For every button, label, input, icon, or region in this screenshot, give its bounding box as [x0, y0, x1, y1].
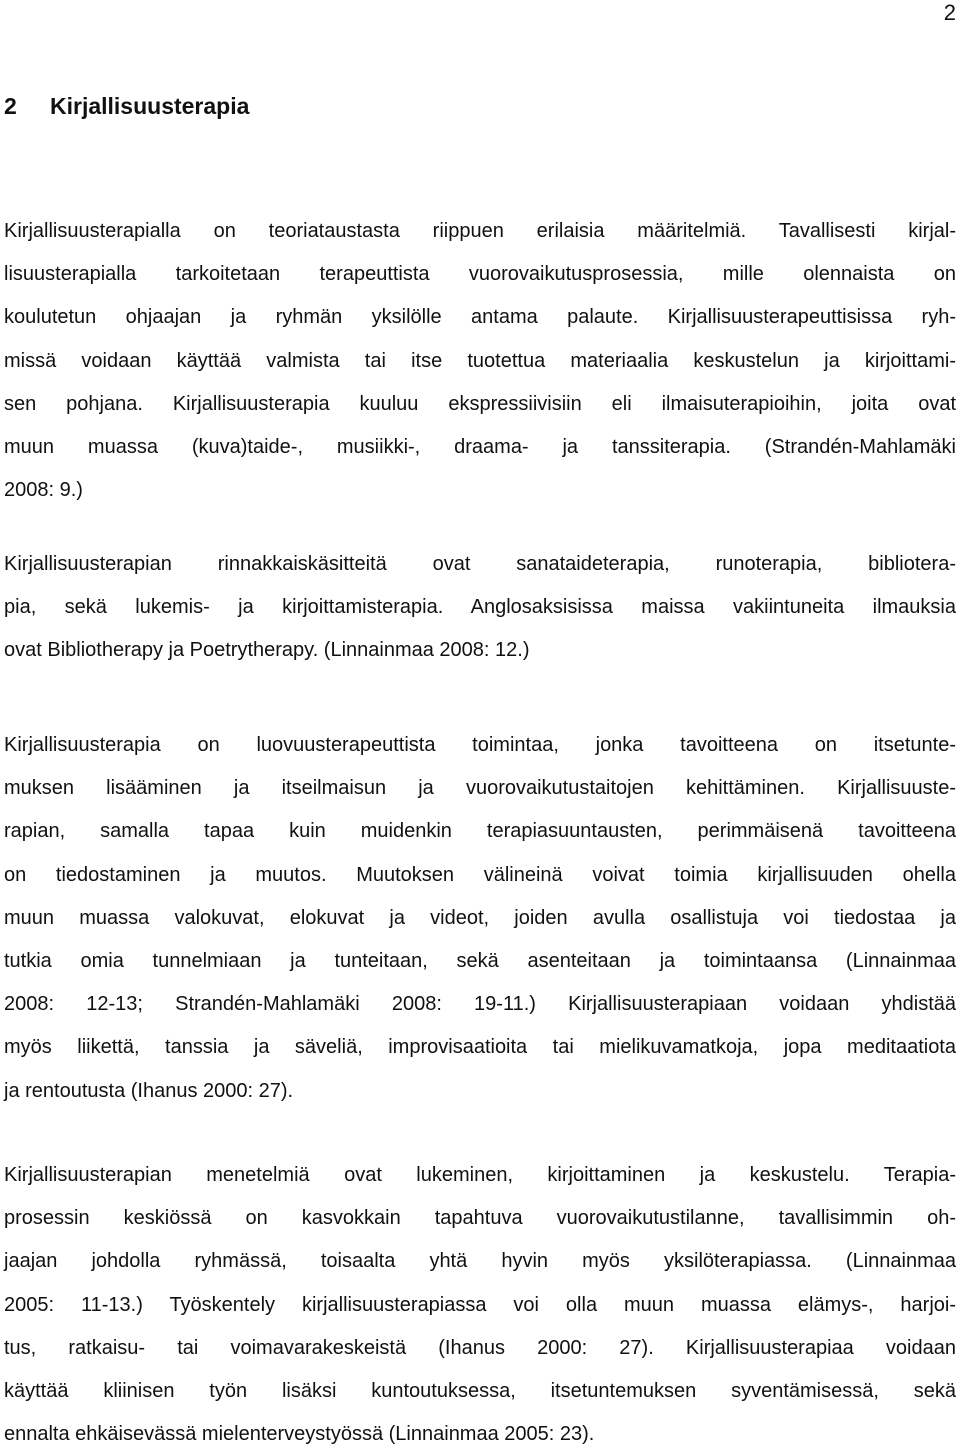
text-line: Kirjallisuusterapia on luovuusterapeuttista toimintaa, jonka tavoitteena on itsetunte- — [4, 734, 956, 756]
text-line: muun muassa (kuva)taide-, musiikki-, draama- ja tanssiterapia. (Strandén-Mahlamäki — [4, 436, 956, 458]
text-line: muun muassa valokuvat, elokuvat ja videot, joiden avulla osallistuja voi tiedostaa ja — [4, 907, 956, 929]
text-line: koulutetun ohjaajan ja ryhmän yksilölle antama palaute. Kirjallisuusterapeuttisissa ryh- — [4, 306, 956, 328]
text-line: rapian, samalla tapaa kuin muidenkin terapiasuuntausten, perimmäisenä tavoitteena — [4, 820, 956, 842]
text-line: pia, sekä lukemis- ja kirjoittamisterapia. Anglosaksisissa maissa vakiintuneita ilmauksia — [4, 596, 956, 618]
text-line: myös liikettä, tanssia ja säveliä, improvisaatioita tai mielikuvamatkoja, jopa meditaatiota — [4, 1036, 956, 1058]
section-heading — [4, 92, 249, 120]
text-line: Kirjallisuusterapian rinnakkaiskäsitteitä ovat sanataideterapia, runoterapia, bibliotera- — [4, 553, 956, 575]
text-line: muksen lisääminen ja itseilmaisun ja vuorovaikutustaitojen kehittäminen. Kirjallisuuste- — [4, 777, 956, 799]
text-line: ennalta ehkäisevässä mielenterveystyössä (Linnainmaa 2005: 23). — [4, 1423, 595, 1445]
section-title: Kirjallisuusterapia — [50, 93, 250, 119]
text-line: sen pohjana. Kirjallisuusterapia kuuluu ekspressiivisiin eli ilmaisuterapioihin, joita ovat — [4, 393, 956, 415]
text-line: missä voidaan käyttää valmista tai itse tuotettua materiaalia keskustelun ja kirjoittami- — [4, 350, 956, 372]
text-line: 2005: 11-13.) Työskentely kirjallisuusterapiassa voi olla muun muassa elämys-, harjoi- — [4, 1294, 956, 1316]
text-line: lisuusterapialla tarkoitetaan terapeuttista vuorovaikutusprosessia, mille olennaista on — [4, 263, 956, 285]
text-line: tus, ratkaisu- tai voimavarakeskeistä (Ihanus 2000: 27). Kirjallisuusterapiaa voidaan — [4, 1337, 956, 1359]
section-number: 2 — [4, 93, 17, 119]
text-line: ja rentoutusta (Ihanus 2000: 27). — [4, 1080, 294, 1102]
text-line: 2008: 9.) — [4, 479, 83, 501]
text-line: Kirjallisuusterapian menetelmiä ovat lukeminen, kirjoittaminen ja keskustelu. Terapia- — [4, 1164, 956, 1186]
text-line: 2008: 12-13; Strandén-Mahlamäki 2008: 19-11.) Kirjallisuusterapiaan voidaan yhdistää — [4, 993, 956, 1015]
text-line: ovat Bibliotherapy ja Poetrytherapy. (Linnainmaa 2008: 12.) — [4, 639, 530, 661]
text-line: jaajan johdolla ryhmässä, toisaalta yhtä hyvin myös yksilöterapiassa. (Linnainmaa — [4, 1250, 956, 1272]
text-line: käyttää kliinisen työn lisäksi kuntoutuksessa, itsetuntemuksen syventämisessä, sekä — [4, 1380, 956, 1402]
text-line: prosessin keskiössä on kasvokkain tapahtuva vuorovaikutustilanne, tavallisimmin oh- — [4, 1207, 956, 1229]
page-number: 2 — [943, 0, 956, 25]
text-line: on tiedostaminen ja muutos. Muutoksen välineinä voivat toimia kirjallisuuden ohella — [4, 864, 956, 886]
text-line: tutkia omia tunnelmiaan ja tunteitaan, sekä asenteitaan ja toimintaansa (Linnainmaa — [4, 950, 956, 972]
text-line: Kirjallisuusterapialla on teoriataustasta riippuen erilaisia määritelmiä. Tavallisesti kirjal- — [4, 220, 956, 242]
